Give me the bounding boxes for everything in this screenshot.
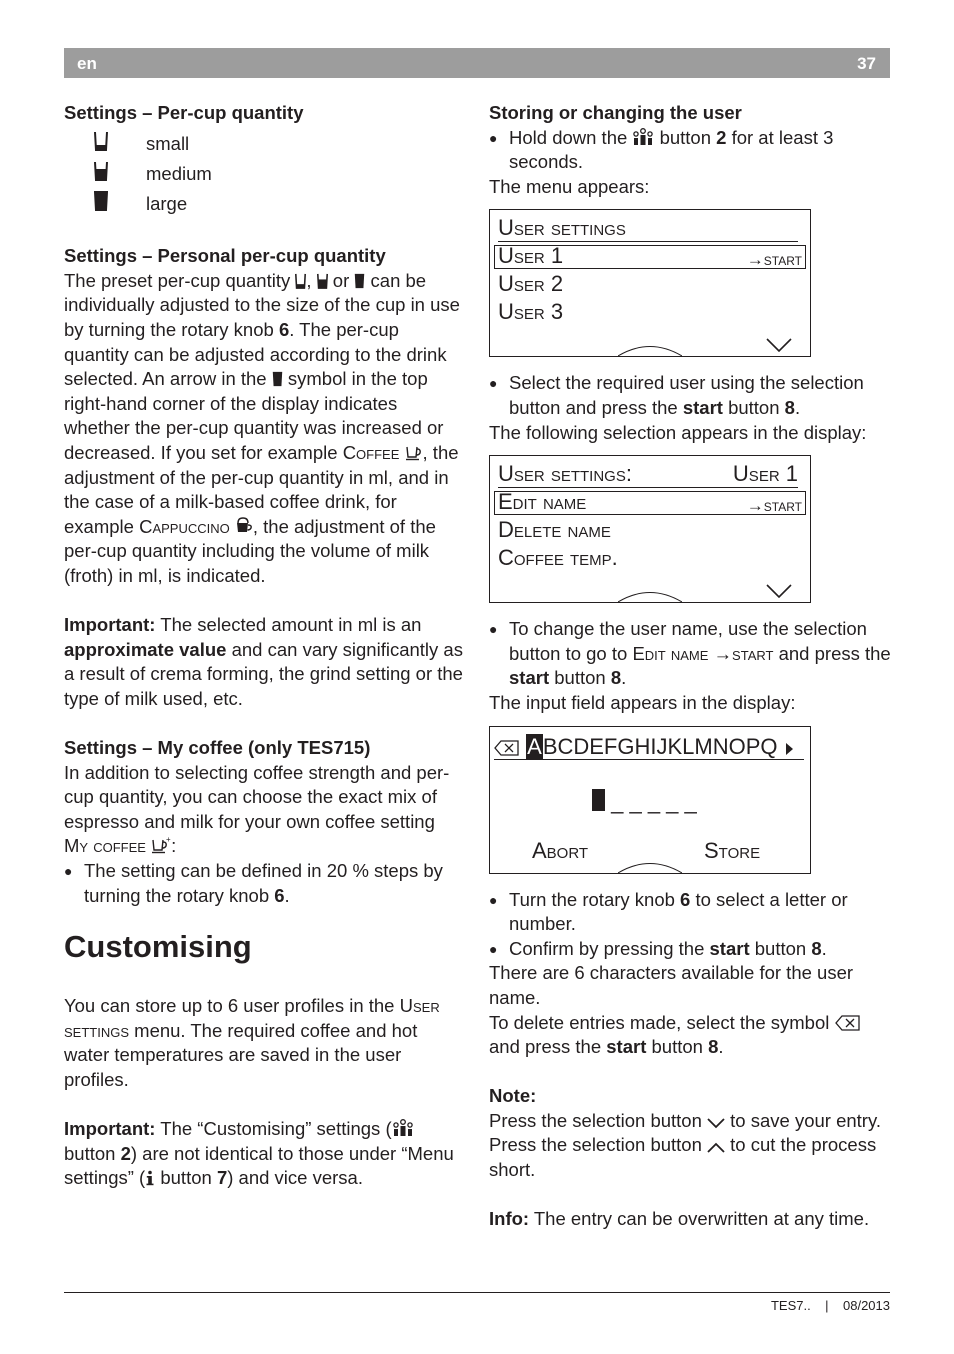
footer (771, 1298, 890, 1313)
button-number: 2 (120, 1142, 131, 1164)
storing-heading: Storing or changing the user (489, 102, 742, 123)
footer-model: TES7.. (770, 1298, 811, 1313)
mycoffee-paragraph: In addition to selecting coffee strength and per-cup quantity, you can choose the exact mix of espresso and milk for your own coffee setting My coffee + : (64, 761, 450, 857)
menu-item[interactable]: Edit name (498, 489, 587, 515)
text: ) are not identical to those under “Menu settings” ( (64, 1142, 454, 1189)
cappuccino-cup-icon (235, 517, 253, 535)
backspace-icon (835, 1015, 861, 1031)
cup-size-label: small (146, 133, 190, 155)
hold-bullet (489, 126, 894, 175)
coffee-word: Coffee (342, 441, 400, 463)
right-column (489, 101, 894, 1232)
text: Press the selection button (489, 1109, 702, 1131)
user-settings-word: User settings (64, 995, 440, 1041)
button-number: 7 (216, 1167, 228, 1189)
text: and press the (778, 642, 891, 664)
text: , the adjustment of the per-cup quantity in ml, and in the case of a milk-based coffee drink, for example (64, 441, 459, 537)
display-name-input (489, 726, 811, 874)
text: Confirm by pressing the (509, 937, 705, 959)
text: button (659, 126, 711, 148)
mycoffee-heading: Settings – My coffee (only TES715) (64, 737, 371, 759)
text: You can store up to 6 user profiles in the (64, 995, 395, 1017)
menu-item[interactable]: User 3 (498, 299, 564, 325)
text: button (754, 937, 807, 959)
text: to cut the process short. (489, 1134, 877, 1181)
language-code: en (77, 54, 97, 73)
edit-name-start: Edit name →start (632, 642, 774, 664)
text: Turn the rotary knob (509, 888, 675, 910)
alphabet-row (494, 735, 804, 761)
text: , the adjustment of the per-cup quantity including the volume of milk (froth) in ml, is indicated. (64, 515, 436, 586)
svg-text:+: + (166, 836, 171, 845)
store-button[interactable]: Store (704, 837, 761, 863)
menu-item[interactable]: Delete name (498, 517, 611, 543)
knob-number: 6 (680, 888, 691, 910)
knob-number: 6 (278, 318, 290, 340)
text: ) and vice versa. (227, 1167, 363, 1189)
text: . The per-cup quantity can be adjusted according to the drink selected. An arrow in the (64, 318, 447, 390)
cup-large-icon (94, 191, 108, 211)
display-title (498, 462, 798, 488)
important-label: Important: (64, 1118, 156, 1140)
approximate-value: approximate value (64, 638, 227, 660)
personal-paragraph: The preset per-cup quantity , or can be individually adjusted to the size of the cup in use by turning the rotary knob 6. The per-cup quantity can be adjusted according to the drink selected. An arrow in the symbol in the top right-hand corner of the display indicates whether the per-cup quantity was increased or decreased. If you set for example Coffee , the adjustment of the per-cup quantity in ml, and in the case of a milk-based coffee drink, for example Cappuccino , the adjustment of the per-cup quantity including the volume of milk (froth) in ml, is indicated. (64, 269, 460, 586)
menu-item[interactable]: User 2 (498, 271, 564, 297)
cup-small-icon (94, 131, 108, 151)
text: symbol in the top right-hand corner of the display indicates whether the per-cup quantity was increased or decreased. If you set for example (64, 368, 444, 463)
cup-large-icon (354, 273, 365, 289)
text: To delete entries made, select the symbol (489, 1011, 830, 1033)
text: The “Customising” settings ( (160, 1118, 392, 1140)
display-user-label: User 1 (732, 461, 798, 487)
text: and can vary significantly as a result of crema forming, the grind setting or the type of milk used, etc. (64, 638, 463, 709)
text: button (651, 1036, 703, 1058)
text: to save your entry. Press the selection button (489, 1109, 881, 1156)
display-user-settings (489, 209, 811, 357)
important-paragraph (64, 613, 464, 711)
six-chars: There are 6 characters available for the user name. (489, 962, 854, 1008)
text: The selected amount in ml is an (160, 614, 422, 636)
delete-entries: To delete entries made, select the symbol and press the start button 8. (489, 1011, 894, 1060)
start-word: start (509, 667, 550, 689)
display-title (498, 216, 798, 242)
cup-size-label: large (146, 193, 188, 215)
percup-heading: Settings – Per-cup quantity (64, 102, 304, 123)
page-number: 37 (857, 54, 876, 73)
text: menu. The required coffee and hot water temperatures are saved in the user profiles. (64, 1019, 418, 1090)
users-icon (392, 1119, 414, 1137)
mycoffee-word: My coffee (64, 835, 146, 857)
text: To change the user name, use the selection button to go to (509, 618, 867, 664)
text: The preset per-cup quantity (64, 269, 291, 291)
footer-date: 08/2013 (843, 1298, 890, 1313)
text: Hold down the (509, 126, 628, 148)
footer-rule (64, 1292, 890, 1293)
note-label: Note: (489, 1085, 537, 1107)
cup-small-icon (295, 273, 306, 289)
abort-button[interactable]: Abort (532, 837, 589, 863)
page-header-bar (64, 48, 890, 78)
cup-medium-icon (317, 273, 328, 289)
start-word: start (606, 1036, 647, 1058)
alphabet-letters[interactable]: BCDEFGHIJKLMNOPQ (542, 733, 778, 759)
section-title: Customising (64, 929, 252, 965)
display-title-text: User settings: (498, 461, 632, 487)
text: for at least 3 seconds. (509, 126, 834, 173)
chevron-down-icon (707, 1118, 725, 1129)
selected-letter[interactable]: A (527, 733, 542, 759)
button-number: 8 (610, 667, 622, 689)
confirm-bullet: ● Confirm by pressing the start button 8. (489, 937, 894, 962)
menu-appears: The menu appears: (489, 175, 650, 197)
important2-paragraph (64, 1117, 464, 1191)
select-bullet: ● Select the required user using the selection button and press the start button 8. (489, 371, 894, 420)
note-paragraph (489, 1109, 894, 1183)
chevron-up-icon (707, 1142, 725, 1153)
text: button (64, 1142, 116, 1164)
display-title-text: User settings (498, 215, 626, 241)
cup-size-large (64, 190, 464, 220)
chevron-down-icon (766, 584, 792, 598)
text: and press the (489, 1036, 602, 1058)
knob-notch-icon (618, 345, 682, 357)
text: The entry can be overwritten at any time. (533, 1208, 870, 1230)
important-label: Important: (64, 614, 156, 636)
text: can be individually adjusted to the size of the cup in use by turning the rotary knob (64, 269, 460, 340)
button-number: 8 (784, 396, 795, 418)
button-number: 2 (716, 126, 727, 148)
personal-heading: Settings – Personal per-cup quantity (64, 245, 386, 267)
entry-cursor (592, 789, 605, 811)
text: The setting can be defined in 20 % steps by turning the rotary knob (84, 860, 443, 906)
mycoffee-bullet: ● The setting can be defined in 20 % steps by turning the rotary knob 6. (64, 859, 464, 908)
footer-separator: | (825, 1298, 829, 1313)
scroll-right-icon[interactable] (784, 742, 794, 756)
left-column (64, 101, 464, 1191)
text: button (554, 667, 606, 689)
text: In addition to selecting coffee strength and per-cup quantity, you can choose the exact mix of espresso and milk for your own coffee setting (64, 761, 450, 832)
menu-item[interactable]: User 1 (498, 243, 564, 269)
users-icon (632, 128, 654, 146)
info-label: Info: (489, 1208, 530, 1230)
cup-medium-icon (94, 161, 108, 181)
cup-size-label: medium (146, 163, 212, 185)
coffee-cup-icon (405, 445, 423, 461)
customising-paragraph (64, 994, 464, 1092)
button-number: 8 (811, 937, 822, 959)
cup-size-small (64, 130, 464, 160)
menu-item[interactable]: Coffee temp. (498, 545, 618, 571)
knob-number: 6 (274, 884, 285, 906)
text: Select the required user using the selection button and press the (509, 372, 864, 418)
name-entry-field[interactable] (592, 789, 697, 815)
knob-notch-icon (618, 591, 682, 603)
start-action-label: →start (746, 496, 802, 516)
knob-notch-icon (618, 862, 682, 874)
backspace-icon[interactable] (494, 740, 520, 756)
start-action-label: →start (746, 250, 802, 270)
info-paragraph (489, 1207, 894, 1232)
my-coffee-icon (151, 836, 171, 854)
following-selection: The following selection appears in the display: (489, 421, 867, 443)
start-word: start (682, 396, 723, 418)
text: button (160, 1167, 212, 1189)
chevron-down-icon (766, 338, 792, 352)
input-field-appears: The input field appears in the display: (489, 691, 796, 713)
change-bullet: ● To change the user name, use the selection button to go to Edit name →start and press the start button 8. (489, 617, 894, 691)
button-number: 8 (708, 1036, 719, 1058)
cappuccino-word: Cappuccino (139, 515, 230, 537)
entry-placeholders: _ _ _ _ _ (611, 788, 697, 814)
start-word: start (709, 937, 750, 959)
cup-large-icon (272, 371, 283, 387)
text: button (728, 396, 780, 418)
display-user-menu (489, 455, 811, 603)
cup-size-list (64, 130, 464, 220)
info-icon (145, 1170, 155, 1186)
turn-bullet (489, 888, 894, 937)
text: to select a letter or number. (509, 888, 848, 935)
cup-size-medium (64, 160, 464, 190)
